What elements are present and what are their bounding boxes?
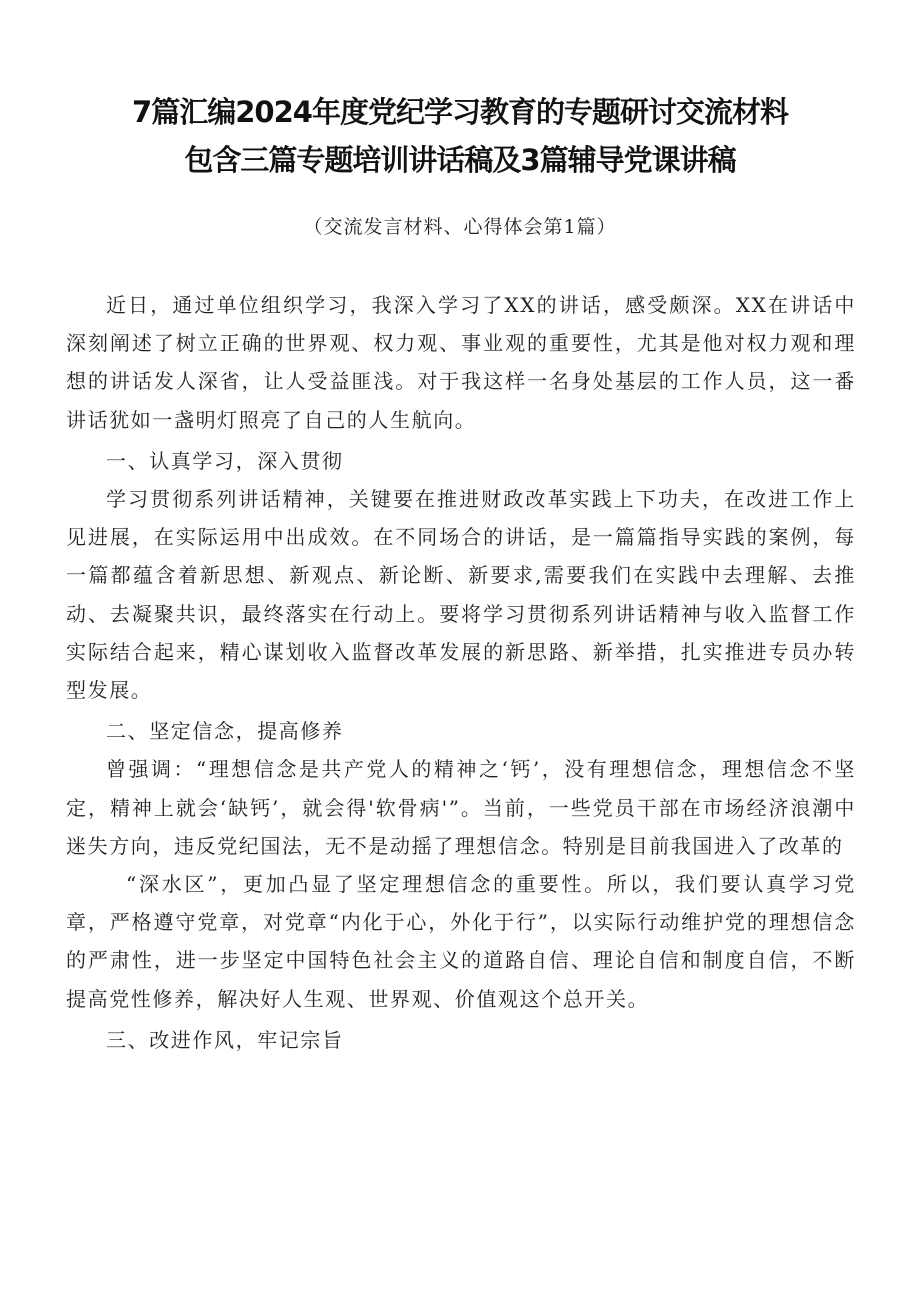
title-line-1: 7篇汇编2024年度党纪学习教育的专题研讨交流材料 xyxy=(132,95,788,129)
section-heading-1: 一、认真学习，深入贯彻 xyxy=(106,448,344,473)
document-subtitle: （交流发言材料、心得体会第1篇） xyxy=(303,216,617,238)
section-heading-2: 二、坚定信念，提高修养 xyxy=(106,719,344,744)
paragraph-section-1: 学习贯彻系列讲话精神，关键要在推进财政改革实践上下功夫，在改进工作上见进展，在实际运用中出成效。在不同场合的讲话，是一篇篇指导实践的案例，每一篇都蕴含着新思想、新观点、新论断、新要求,需要我们在实践中去理解、去推动、去凝聚共识，最终落实在行动上。要将学习贯彻系列讲话精神与收入监督工作实际结合起来，精心谋划收入监督改革发展的新思路、新举措，扎实推进专员办转型发展。 xyxy=(66,487,856,703)
document-body xyxy=(66,286,856,1059)
paragraph-section-2b: “深水区”，更加凸显了坚定理想信念的重要性。所以，我们要认真学习党章，严格遵守党章，对党章“内化于心，外化于行”，以实际行动维护党的理想信念的严肃性，进一步坚定中国特色社会主义的道路自信、理论自信和制度自信，不断提高党性修养，解决好人生观、世界观、价值观这个总开关。 xyxy=(66,872,856,1011)
paragraph-section-2a: 曾强调：“理想信念是共产党人的精神之‘钙’，没有理想信念，理想信念不坚定，精神上就会‘缺钙’，就会得'软骨病'”。当前，一些党员干部在市场经济浪潮中迷失方向，违反党纪国法，无不是动摇了理想信念。特别是目前我国进入了改革的 xyxy=(66,757,856,858)
paragraph-intro: 近日，通过单位组织学习，我深入学习了XX的讲话，感受颇深。XX在讲话中深刻阐述了树立正确的世界观、权力观、事业观的重要性，尤其是他对权力观和理想的讲话发人深省，让人受益匪浅。对于我这样一名身处基层的工作人员，这一番讲话犹如一盏明灯照亮了自己的人生航向。 xyxy=(66,293,856,432)
document-title xyxy=(0,0,920,184)
section-heading-3: 三、改进作风，牢记宗旨 xyxy=(106,1027,344,1052)
title-line-2: 包含三篇专题培训讲话稿及3篇辅导党课讲稿 xyxy=(184,143,736,177)
